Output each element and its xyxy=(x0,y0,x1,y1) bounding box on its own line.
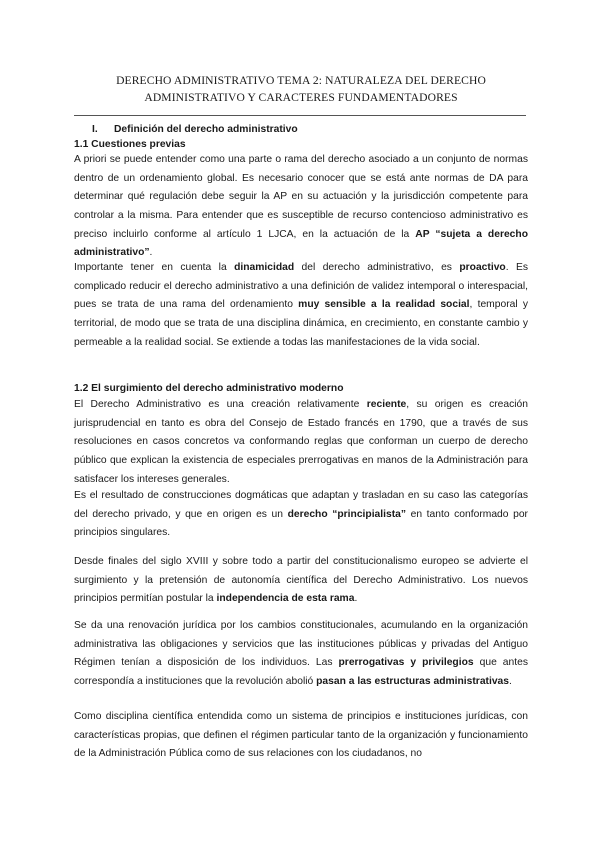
paragraph-3: El Derecho Administrativo es una creación relativamente reciente, su origen es creación jurisprudencial en tanto es obra del Consejo de Estado francés en 1790, que a través de sus resoluciones en casos concretos va conformando reglas que conforman un cuerpo de derecho público que explican la existencia de especiales prerrogativas en manos de la Administración para satisfacer los intereses generales. xyxy=(74,399,528,485)
emphasis: derecho “principialista” xyxy=(287,508,407,520)
section-number: I. xyxy=(92,124,98,135)
section-heading xyxy=(92,123,298,137)
section-title: Definición del derecho administrativo xyxy=(114,124,298,135)
title-line-2: ADMINISTRATIVO Y CARACTERES FUNDAMENTADORES xyxy=(144,91,458,104)
subsection-heading-1-2: 1.2 El surgimiento del derecho administrativo moderno xyxy=(74,383,344,394)
title-line-1: DERECHO ADMINISTRATIVO TEMA 2: NATURALEZA DEL DERECHO xyxy=(116,74,486,87)
emphasis: pasan a las estructuras administrativas xyxy=(316,675,510,687)
paragraph-7: Como disciplina científica entendida como un sistema de principios e instituciones jurídicas, con características propias, que definen el régimen particular tanto de la organización y funcionamiento de la Administración Pública como de sus relaciones con los ciudadanos, no xyxy=(74,711,528,760)
emphasis: muy sensible a la realidad social xyxy=(298,299,470,311)
paragraph-6: Se da una renovación jurídica por los cambios constitucionales, acumulando en la organización administrativa las obligaciones y servicios que las instituciones públicas y privadas del Antiguo Régimen tenían a disposición de los individuos. Las prerrogativas y privilegios que antes correspondía a instituciones que la revolución abolió pasan a las estructuras administrativas. xyxy=(74,620,528,687)
paragraph-1: A priori se puede entender como una parte o rama del derecho asociado a un conjunto de normas dentro de un ordenamiento global. Es necesario conocer que se está ante normas de DA para determinar qué regulación debe seguir la AP en su actuación y la jurisdicción competente para controlar a la misma. Para entender que es susceptible de recurso contencioso administrativo es preciso incluirlo conforme al artículo 1 LJCA, en la actuación de la AP “sujeta a derecho administrativo”. xyxy=(74,154,528,259)
emphasis: AP “sujeta a derecho administrativo” xyxy=(74,228,528,259)
title-divider xyxy=(74,115,526,116)
emphasis: proactivo xyxy=(459,262,506,273)
emphasis: independencia de esta rama xyxy=(216,593,355,605)
emphasis: prerrogativas y privilegios xyxy=(338,657,474,669)
paragraph-5: Desde finales del siglo XVIII y sobre todo a partir del constitucionalismo europeo se advierte el surgimiento y la pretensión de autonomía científica del Derecho Administrativo. Los nuevos principios permitían postular la independencia de esta rama. xyxy=(74,556,528,605)
paragraph-2: Importante tener en cuenta la dinamicidad del derecho administrativo, es proactivo. Es complicado reducir el derecho administrativo a una definición de validez intemporal o interespacial, pues se trata de una rama del ordenamiento muy sensible a la realidad social, temporal y territorial, de modo que se trata de una disciplina dinámica, en crecimiento, en constante cambio y permeable a la realidad social. Se extiende a todas las manifestaciones de la vida social. xyxy=(74,262,528,348)
document-title xyxy=(72,72,530,106)
emphasis: dinamicidad xyxy=(234,262,295,273)
subsection-heading-1-1: 1.1 Cuestiones previas xyxy=(74,139,186,150)
emphasis: reciente xyxy=(366,399,407,410)
paragraph-4: Es el resultado de construcciones dogmáticas que adaptan y trasladan en su caso las categorías del derecho privado, y que en origen es un derecho “principialista” en tanto conformado por principios singulares. xyxy=(74,490,528,539)
